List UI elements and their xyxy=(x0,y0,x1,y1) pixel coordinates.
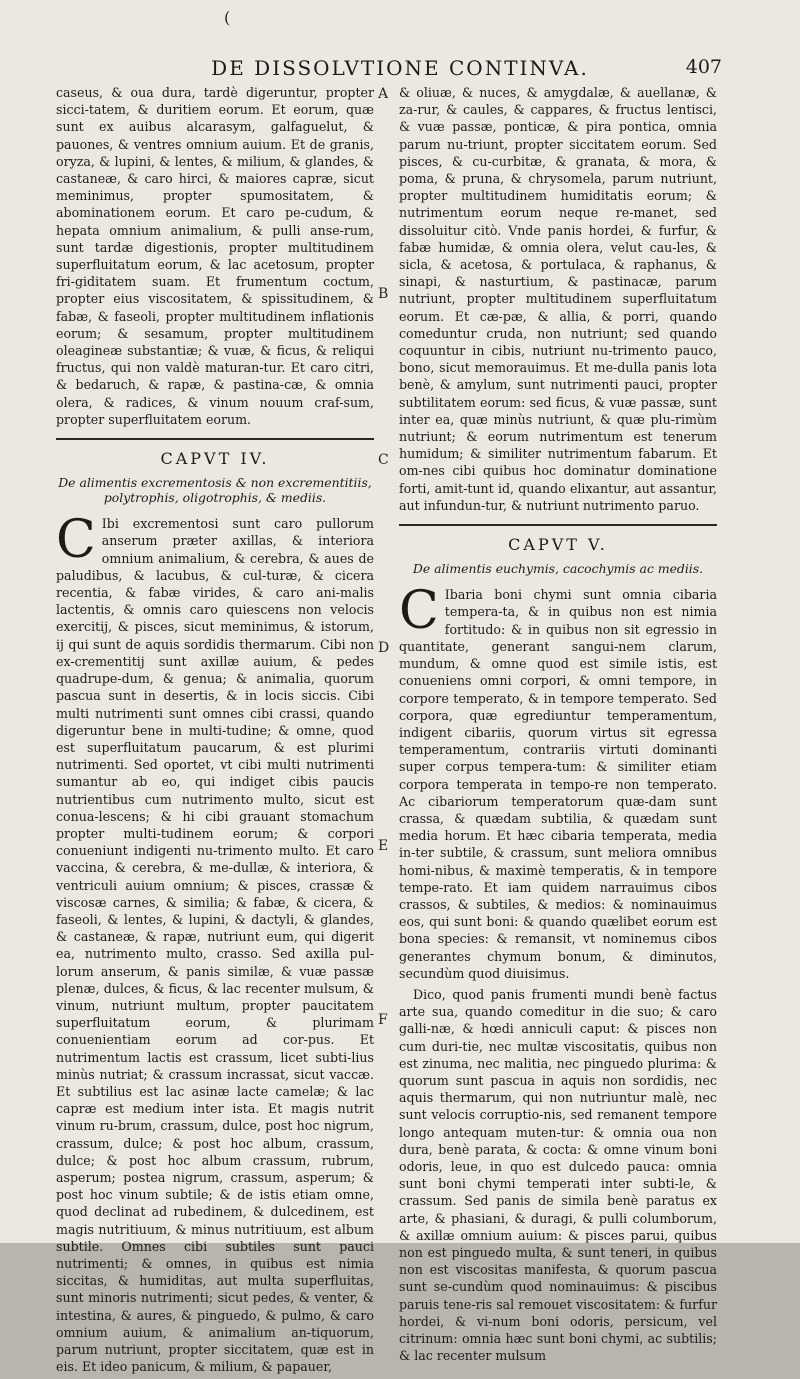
margin-letter-a: A xyxy=(378,86,389,102)
chapter-iv-paragraph xyxy=(56,510,374,1375)
margin-letter-f: F xyxy=(378,1012,388,1028)
chapter-rule xyxy=(56,438,374,440)
folio-number: 407 xyxy=(685,56,722,78)
chapter-subtitle-iv: De alimentis excrementosis & non excrementitiis, polytrophis, oligotrophis, & mediis. xyxy=(58,475,372,506)
drop-cap: C xyxy=(399,581,439,642)
chapter-v-paragraph xyxy=(399,581,717,982)
left-column xyxy=(56,84,374,1379)
margin-letter-b: B xyxy=(378,286,389,302)
chapter-v-paragraph-2: Dico, quod panis frumenti mundi benè factus arte sua, quando comeditur in die suo; & caro galli-næ, & hœdi anniculi caput: & pisces non cum duri-tie, nec multæ viscositatis, quibus non est zinuma, nec malitia, nec pinguedo plurima: & quorum sunt pascua in aquis non sordidis, nec aquis thermarum, qui non nutriuntur malè, nec sunt velocis corruptio-nis, sed remanent tempore longo antequam muten-tur: & omnia oua non dura, benè parata, & cocta: & omne vinum boni odoris, leue, in quo est dulcedo pauca: omnia sunt boni chymi temperati inter subti-le, & crassum. Sed panis de simila benè paratus ex arte, & phasiani, & duragi, & pulli columborum, & axillæ omnium auium: & pisces parui, quibus non est pinguedo multa, & sunt teneri, in quibus non est viscositas manifesta, & quorum pascua sunt se-cundùm quod nominauimus: & piscibus paruis tene-ris sal remouet viscositatem: & furfur hordei, & vi-num boni odoris, persicum, vel citrinum: omnia hæc sunt boni chymi, ac subtilis; & lac recenter mulsum xyxy=(399,986,717,1364)
right-intro-paragraph: & oliuæ, & nuces, & amygdalæ, & auellanæ, & za-rur, & caules, & cappares, & fructus lentisci, & vuæ passæ, ponticæ, & pira pontica, omnia parum nu-triunt, propter siccitatem eorum. Sed pisces, & cu-curbitæ, & granata, & mora, & poma, & pruna, & chrysomela, parum nutriunt, propter multitudinem humiditatis eorum; & nutrimentum eorum neque re-manet, sed dissoluitur citò. Vnde panis hordei, & furfur, & fabæ humidæ, & omnia olera, velut cau-les, & sicla, & acetosa, & portulaca, & raphanus, & sinapi, & nasturtium, & pastinacæ, parum nutriunt, propter multitudinem superfluitatum eorum. Et cæ-pæ, & allia, & porri, quando comeduntur cruda, non nutriunt; sed quando coquuntur in cibis, nutriunt nu-trimento pauco, bono, sicut memorauimus. Et me-dulla panis lota benè, & amylum, sunt nutrimenti pauci, propter subtilitatem eorum: sed ficus, & vuæ passæ, sunt inter ea, quæ minùs nutriunt, & quæ plu-rimùm nutriunt; & eorum nutrimentum est tenerum humidum; & similiter nutrimentum fabarum. Et om-nes cibi quibus hoc dominatur dominatione forti, amit-tunt id, quando elixantur, aut assantur, aut infundun-tur, & nutriunt nutrimento paruo. xyxy=(399,85,717,513)
drop-cap: C xyxy=(56,510,96,571)
chapter-iv-text: Ibi excrementosi sunt caro pullorum anserum præter axillas, & interiora omnium animalium, & cerebra, & aues de paludibus, & lacubus, & cul-turæ, & cicera recentia, & fabæ virides, & caro ani-malis lactentis, & omnis caro quiescens non velocis exercitij, & pisces, sicut meminimus, & istorum, ij qui sunt de aquis sordidis thermarum. Cibi non ex-crementitij sunt axillæ auium, & pedes quadrupe-dum, & genua; & animalia, quorum pascua sunt in desertis, & in locis siccis. Cibi multi nutrimenti sunt omnes cibi crassi, quando digeruntur bene in multi-tudine; & omne, quod est superfluitatum paucarum, & est plurimi nutrimenti. Sed oportet, vt cibi multi nutrimenti sumantur ab eo, qui indiget cibis paucis nutrientibus cum nutrimento multo, sicut est conua-lescens; & hi cibi grauant stomachum propter multi-tudinem eorum; & corpori conueniunt indigenti nu-trimento multo. Et caro vaccina, & cerebra, & me-dullæ, & interiora, & ventriculi auium omnium; & pisces, crassæ & viscosæ carnes, & similia; & fabæ, & cicera, & faseoli, & lentes, & lupini, & dactyli, & glandes, & castaneæ, & rapæ, nutriunt eum, qui digerit ea, nutrimento multo, crasso. Sed axilla pul-lorum anserum, & panis similæ, & vuæ passæ plenæ, dulces, & ficus, & lac recenter mulsum, & vinum, nutriunt multum, propter paucitatem superfluitatum eorum, & plurimam conuenientiam eorum ad cor-pus. Et nutrimentum lactis est crassum, licet subti-lius minùs nutriat; & crassum incrassat, sicut vaccæ. Et subtilius est lac asinæ lacte camelæ; & lac capræ est medium inter ista. Et magis nutrit vinum ru-brum, crassum, dulce, post hoc nigrum, crassum, dulce; & post hoc album, crassum, dulce; & post hoc album crassum, rubrum, asperum; postea nigrum, crassum, asperum; & post hoc vinum subtile; & de istis etiam omne, quod declinat ad rubedinem, & dulcedinem, est magis nutritiuum, & minus nutritiuum, est album subtile. Omnes cibi subtiles sunt pauci nutrimenti; & omnes, in quibus est nimia siccitas, & humiditas, aut multa superfluitas, sunt minoris nutrimenti; sicut pedes, & venter, & intestina, & aures, & pinguedo, & pulmo, & caro omnium auium, & animalium an-tiquorum, parum nutriunt, propter siccitatem, quæ est in eis. Et ideo panicum, & milium, & papauer, xyxy=(56,516,374,1375)
margin-letter-c: C xyxy=(378,452,389,468)
chapter-v-text: Ibaria boni chymi sunt omnia cibaria tempera-ta, & in quibus non est nimia fortitudo: & in quibus non sit egressio in quantitate, generant sangui-nem clarum, mundum, & omne quod est simile istis, est conueniens omni corpori, & omni tempore, in corpore temperato, & in tempore temperato. Sed corpora, quæ egrediuntur temperamentum, indigent cibariis, quorum virtus sit egressa temperamentum, contrariis virtuti dominanti super corpus tempera-tum: & similiter etiam corpora temperata in tempo-re non temperato. Ac cibariorum temperatorum quæ-dam sunt crassa, & quædam subtilia, & quædam sunt media horum. Et hæc cibaria temperata, media in-ter subtile, & crassum, sunt meliora omnibus homi-nibus, & maximè temperatis, & in tempore tempe-rato. Et iam quidem narrauimus cibos crassos, & subtiles, & medios: & nominauimus eos, qui sunt boni: & quando quælibet eorum est bona species: & remansit, vt nominemus cibos generantes chymum bonum, & diminutos, secundùm quod diuisimus. xyxy=(399,587,717,981)
running-head: DE DISSOLVTIONE CONTINVA. xyxy=(211,56,589,80)
chapter-rule xyxy=(399,524,717,526)
chapter-subtitle-v: De alimentis euchymis, cacochymis ac mediis. xyxy=(412,561,704,577)
header-mark: ( xyxy=(224,8,231,27)
chapter-title-iv: CAPVT IV. xyxy=(160,449,270,469)
right-column xyxy=(399,84,717,1368)
margin-letter-d: D xyxy=(378,640,390,656)
left-intro-paragraph: caseus, & oua dura, tardè digeruntur, propter sicci-tatem, & duritiem eorum. Et eorum, quæ sunt ex auibus alcarasym, galfaguelut, & pauones, & ventres omnium auium. Et de granis, oryza, & lupini, & lentes, & milium, & glandes, & castaneæ, & caro hirci, & maiores capræ, sicut meminimus, propter spumositatem, & abominationem eorum. Et caro pe-cudum, & hepata omnium animalium, & pulli anse-rum, sunt tardæ digestionis, propter multitudinem superfluitatum eorum, & lac acetosum, propter fri-giditatem suam. Et frumentum coctum, propter eius viscositatem, & spissitudinem, & fabæ, & faseoli, propter multitudinem inflationis eorum; & sesamum, propter multitudinem oleagineæ substantiæ; & vuæ, & ficus, & reliqui fructus, qui non valdè maturan-tur. Et caro citri, & bedaruch, & rapæ, & pastina-cæ, & omnia olera, & radices, & vinum nouum craf-sum, propter superfluitatem eorum. xyxy=(56,85,374,427)
margin-letter-e: E xyxy=(378,838,389,854)
chapter-title-v: CAPVT V. xyxy=(508,535,608,555)
